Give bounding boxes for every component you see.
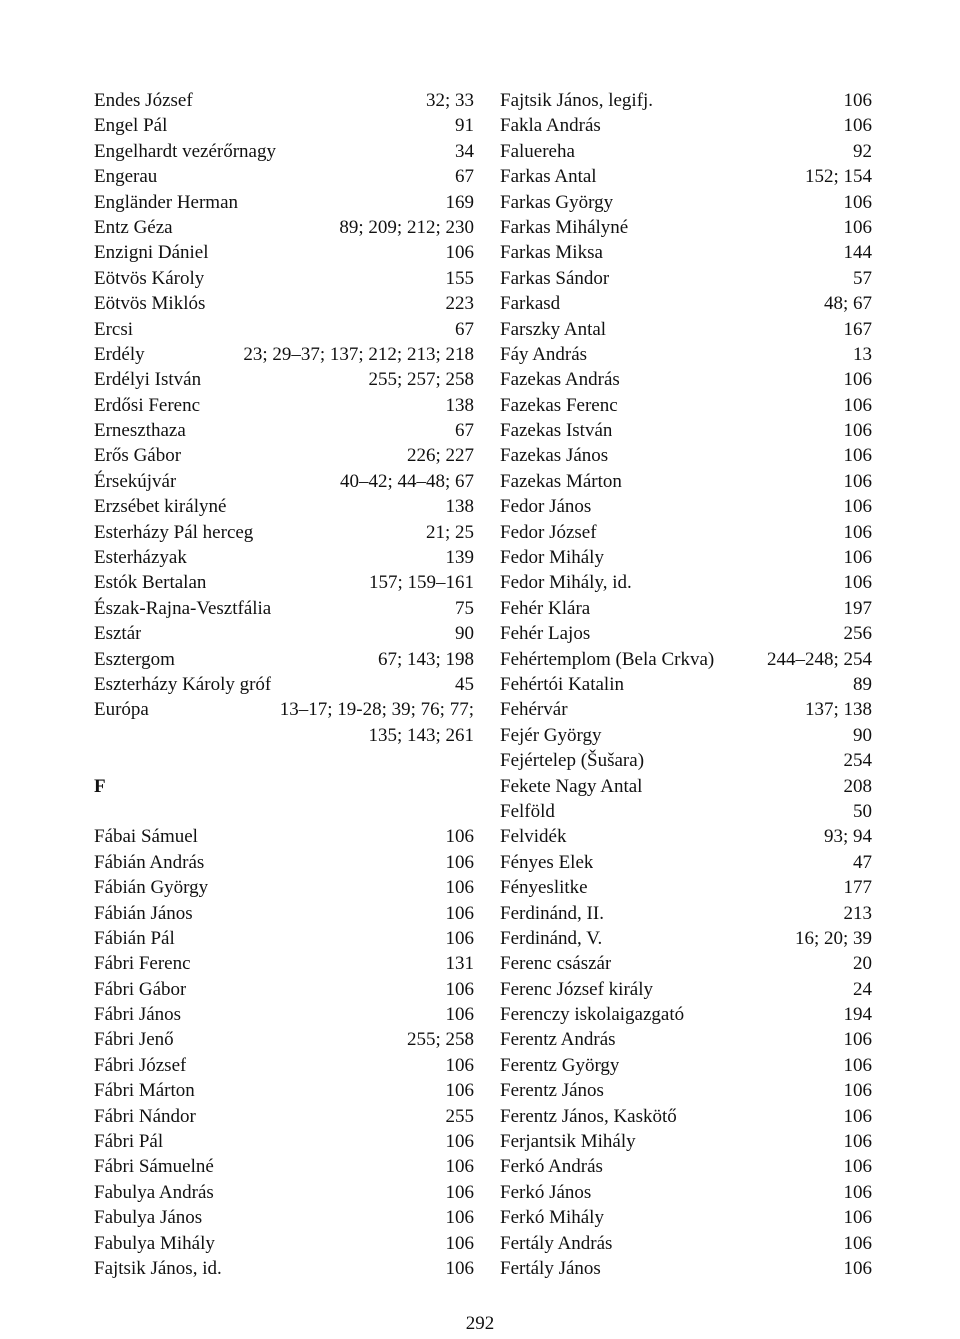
index-entry bbox=[94, 1104, 474, 1129]
entry-name: Ferdinánd, V. bbox=[500, 927, 603, 949]
index-entry bbox=[500, 291, 872, 316]
entry-name: Ferenc császár bbox=[500, 953, 612, 975]
index-entry bbox=[94, 139, 474, 164]
entry-pages: 106 bbox=[445, 826, 474, 848]
entry-name: Fábri Márton bbox=[94, 1080, 195, 1102]
entry-pages: 34 bbox=[455, 140, 474, 162]
entry-pages: 106 bbox=[843, 216, 872, 238]
entry-name: Ferentz György bbox=[500, 1054, 620, 1076]
entry-name: Észak-Rajna-Vesztfália bbox=[94, 597, 272, 619]
entry-name: Ferdinánd, II. bbox=[500, 902, 604, 924]
entry-pages: 177 bbox=[843, 877, 872, 899]
entry-pages: 106 bbox=[445, 851, 474, 873]
index-entry bbox=[500, 393, 872, 418]
entry-pages: 208 bbox=[843, 775, 872, 797]
entry-pages: 106 bbox=[445, 242, 474, 264]
entry-pages: 40–42; 44–48; 67 bbox=[339, 470, 474, 492]
entry-name: Farkasd bbox=[500, 293, 561, 315]
index-entry bbox=[500, 1231, 872, 1256]
entry-pages: 21; 25 bbox=[425, 521, 474, 543]
index-entry bbox=[94, 926, 474, 951]
entry-pages: 50 bbox=[853, 800, 872, 822]
entry-name: Fedor Mihály, id. bbox=[500, 572, 632, 594]
entry-name: Fábri Nándor bbox=[94, 1105, 196, 1127]
entry-name: Fajtsik János, legifj. bbox=[500, 90, 654, 111]
entry-pages: 106 bbox=[445, 1080, 474, 1102]
entry-pages: 106 bbox=[445, 877, 474, 899]
index-entry bbox=[500, 672, 872, 697]
entry-name: Ferentz András bbox=[500, 1029, 616, 1051]
index-entries-e bbox=[94, 88, 474, 748]
entry-pages: 106 bbox=[843, 1232, 872, 1254]
entry-name: Fedor János bbox=[500, 496, 592, 518]
index-column-right bbox=[500, 88, 872, 1281]
index-entry bbox=[500, 977, 872, 1002]
entry-name: Endes József bbox=[94, 90, 193, 111]
index-entry bbox=[500, 266, 872, 291]
entry-name: Fábri Ferenc bbox=[94, 953, 191, 975]
entry-pages: 106 bbox=[843, 369, 872, 391]
entry-pages: 106 bbox=[843, 572, 872, 594]
index-entry bbox=[94, 672, 474, 697]
entry-pages: 90 bbox=[455, 623, 474, 645]
entry-name: Ferenczy iskolaigazgató bbox=[500, 1004, 685, 1026]
index-entry bbox=[500, 748, 872, 773]
entry-pages: 226; 227 bbox=[406, 445, 474, 467]
entry-pages: 13–17; 19-28; 39; 76; 77; bbox=[279, 699, 474, 721]
index-entry bbox=[94, 697, 474, 722]
index-entry bbox=[94, 317, 474, 342]
entry-pages: 106 bbox=[843, 1156, 872, 1178]
entry-pages: 106 bbox=[445, 1207, 474, 1229]
index-entry bbox=[500, 1129, 872, 1154]
entry-pages: 155 bbox=[445, 267, 474, 289]
page-number: 292 bbox=[465, 1313, 495, 1334]
entry-name: Fábri Pál bbox=[94, 1131, 164, 1153]
entry-pages: 91 bbox=[455, 115, 474, 137]
entry-name: Farkas Miksa bbox=[500, 242, 603, 264]
index-entry bbox=[94, 545, 474, 570]
index-entry bbox=[94, 621, 474, 646]
entry-name: Ferkó András bbox=[500, 1156, 603, 1178]
index-entry bbox=[94, 393, 474, 418]
index-entry bbox=[94, 1002, 474, 1027]
index-column-left bbox=[94, 88, 474, 1281]
index-entry bbox=[500, 418, 872, 443]
index-entry bbox=[94, 901, 474, 926]
entry-pages: 194 bbox=[843, 1004, 872, 1026]
entry-name: Engel Pál bbox=[94, 115, 168, 137]
entry-name: Fabulya András bbox=[94, 1181, 214, 1203]
index-entry bbox=[94, 1231, 474, 1256]
entry-name: Fehérvár bbox=[500, 699, 568, 721]
entry-pages: 89; 209; 212; 230 bbox=[339, 216, 474, 238]
index-entry bbox=[500, 88, 872, 113]
entry-pages: 106 bbox=[445, 1232, 474, 1254]
entry-name: Fábián György bbox=[94, 877, 209, 899]
entry-name: Fábián András bbox=[94, 851, 205, 873]
entry-pages: 106 bbox=[843, 521, 872, 543]
entry-pages: 213 bbox=[843, 902, 872, 924]
entry-pages: 138 bbox=[445, 394, 474, 416]
index-entry bbox=[500, 951, 872, 976]
entry-pages: 89 bbox=[853, 673, 872, 695]
entry-pages: 106 bbox=[843, 1054, 872, 1076]
entry-name: Fazekas András bbox=[500, 369, 620, 391]
entry-name: Enzigni Dániel bbox=[94, 242, 209, 264]
index-entry bbox=[500, 190, 872, 215]
index-entry bbox=[94, 443, 474, 468]
section-letter-f: F bbox=[94, 775, 106, 797]
index-entry bbox=[94, 1078, 474, 1103]
index-entry bbox=[94, 1205, 474, 1230]
index-entry bbox=[500, 443, 872, 468]
index-entry bbox=[94, 596, 474, 621]
entry-pages: 135; 143; 261 bbox=[368, 724, 474, 746]
entry-pages: 106 bbox=[843, 1181, 872, 1203]
entry-pages: 255; 258 bbox=[406, 1029, 474, 1051]
index-entry bbox=[94, 1256, 474, 1281]
entry-name: Fejér György bbox=[500, 724, 602, 746]
index-entry bbox=[500, 1002, 872, 1027]
entry-name: Engelhardt vezérőrnagy bbox=[94, 140, 276, 162]
index-entry bbox=[94, 1027, 474, 1052]
entry-pages: 48; 67 bbox=[823, 293, 872, 315]
index-entry bbox=[500, 697, 872, 722]
entry-name: Fabulya Mihály bbox=[94, 1232, 215, 1254]
index-entries-f-continued bbox=[500, 88, 872, 1281]
entry-name: Fehér Klára bbox=[500, 597, 591, 619]
entry-pages: 137; 138 bbox=[804, 699, 872, 721]
index-entry bbox=[500, 240, 872, 265]
entry-name: Eszterházy Károly gróf bbox=[94, 673, 272, 695]
entry-pages: 138 bbox=[445, 496, 474, 518]
entry-name: Fehértói Katalin bbox=[500, 673, 624, 695]
entry-name: Ferkó Mihály bbox=[500, 1207, 604, 1229]
index-entry bbox=[94, 824, 474, 849]
entry-pages: 16; 20; 39 bbox=[794, 927, 872, 949]
entry-name: Fabulya János bbox=[94, 1207, 203, 1229]
entry-pages: 106 bbox=[445, 1181, 474, 1203]
entry-pages: 47 bbox=[853, 851, 872, 873]
index-entry bbox=[94, 1129, 474, 1154]
index-entry bbox=[94, 520, 474, 545]
entry-name: Fáy András bbox=[500, 343, 588, 365]
entry-pages: 106 bbox=[445, 1257, 474, 1279]
entry-name: Erdélyi István bbox=[94, 369, 202, 391]
entry-name: Fábri Sámuelné bbox=[94, 1156, 214, 1178]
entry-pages: 106 bbox=[843, 90, 872, 111]
entry-name: Felvidék bbox=[500, 826, 567, 848]
index-entry bbox=[94, 215, 474, 240]
index-entry bbox=[500, 1053, 872, 1078]
entry-pages: 106 bbox=[843, 191, 872, 213]
entry-name: Esztár bbox=[94, 623, 142, 645]
entry-pages: 93; 94 bbox=[823, 826, 872, 848]
entry-name: Fekete Nagy Antal bbox=[500, 775, 643, 797]
entry-name: Fazekas István bbox=[500, 420, 613, 442]
entry-pages: 254 bbox=[843, 750, 872, 772]
entry-name: Engerau bbox=[94, 166, 158, 188]
index-entry bbox=[500, 799, 872, 824]
entry-name: Esterházyak bbox=[94, 547, 187, 569]
entry-name: Fábri Jenő bbox=[94, 1029, 174, 1051]
entry-name: Faluereha bbox=[500, 140, 575, 162]
entry-name: Entz Géza bbox=[94, 216, 173, 238]
entry-pages: 20 bbox=[853, 953, 872, 975]
spacer bbox=[94, 748, 474, 773]
entry-name: Eötvös Miklós bbox=[94, 293, 206, 315]
entry-name: Erdősi Ferenc bbox=[94, 394, 201, 416]
entry-pages: 106 bbox=[445, 1004, 474, 1026]
entry-name: Ferkó János bbox=[500, 1181, 592, 1203]
index-entry bbox=[500, 469, 872, 494]
index-entry bbox=[500, 520, 872, 545]
entry-pages: 67 bbox=[455, 166, 474, 188]
index-entry bbox=[94, 418, 474, 443]
entry-name: Fábián János bbox=[94, 902, 193, 924]
index-entry bbox=[94, 88, 474, 113]
entry-name: Fábai Sámuel bbox=[94, 826, 198, 848]
entry-pages: 45 bbox=[455, 673, 474, 695]
entry-pages: 75 bbox=[455, 597, 474, 619]
index-entry bbox=[94, 367, 474, 392]
index-entry bbox=[500, 850, 872, 875]
entry-pages: 106 bbox=[445, 1131, 474, 1153]
index-entry bbox=[94, 469, 474, 494]
index-entries-f bbox=[94, 824, 474, 1281]
entry-pages: 90 bbox=[853, 724, 872, 746]
entry-name: Fazekas Ferenc bbox=[500, 394, 618, 416]
entry-pages: 106 bbox=[843, 1257, 872, 1279]
entry-name: Fényeslitke bbox=[500, 877, 588, 899]
entry-pages: 106 bbox=[843, 470, 872, 492]
index-entry bbox=[94, 1180, 474, 1205]
entry-pages: 67 bbox=[455, 420, 474, 442]
entry-pages: 139 bbox=[445, 547, 474, 569]
entry-name: Fejértelep (Šušara) bbox=[500, 750, 645, 772]
entry-pages: 106 bbox=[843, 1131, 872, 1153]
index-entry bbox=[94, 291, 474, 316]
entry-pages: 157; 159–161 bbox=[368, 572, 474, 594]
entry-name: Érsekújvár bbox=[94, 470, 177, 492]
index-entry bbox=[500, 1027, 872, 1052]
index-entry bbox=[500, 774, 872, 799]
index-entry bbox=[500, 596, 872, 621]
entry-pages: 106 bbox=[843, 445, 872, 467]
entry-name: Eötvös Károly bbox=[94, 267, 205, 289]
entry-pages: 152; 154 bbox=[804, 166, 872, 188]
index-entry bbox=[94, 723, 474, 748]
entry-name: Fehér Lajos bbox=[500, 623, 591, 645]
entry-pages: 169 bbox=[445, 191, 474, 213]
entry-name: Farkas Sándor bbox=[500, 267, 610, 289]
index-entry bbox=[94, 570, 474, 595]
index-entry bbox=[500, 1180, 872, 1205]
entry-pages: 92 bbox=[853, 140, 872, 162]
entry-pages: 13 bbox=[853, 343, 872, 365]
entry-name: Ferentz János bbox=[500, 1080, 604, 1102]
entry-name: Erős Gábor bbox=[94, 445, 182, 467]
entry-pages: 106 bbox=[843, 394, 872, 416]
index-entry bbox=[94, 647, 474, 672]
entry-pages: 23; 29–37; 137; 212; 213; 218 bbox=[243, 343, 474, 365]
entry-name: Fazekas János bbox=[500, 445, 609, 467]
entry-pages: 106 bbox=[445, 927, 474, 949]
index-entry bbox=[94, 1154, 474, 1179]
index-entry bbox=[500, 139, 872, 164]
entry-name: Fertály András bbox=[500, 1232, 613, 1254]
index-entry bbox=[500, 875, 872, 900]
index-entry bbox=[94, 190, 474, 215]
entry-name: Fehértemplom (Bela Crkva) bbox=[500, 648, 715, 670]
index-entry bbox=[94, 977, 474, 1002]
entry-name: Ferentz János, Kaskötő bbox=[500, 1105, 677, 1127]
entry-name: Erzsébet királyné bbox=[94, 496, 227, 518]
entry-name: Fedor Mihály bbox=[500, 547, 604, 569]
index-entry bbox=[500, 621, 872, 646]
index-entry bbox=[500, 113, 872, 138]
entry-name: Estók Bertalan bbox=[94, 572, 207, 594]
index-entry bbox=[500, 164, 872, 189]
index-entry bbox=[500, 647, 872, 672]
entry-name: Farkas Antal bbox=[500, 166, 597, 188]
index-entry bbox=[94, 266, 474, 291]
index-entry bbox=[94, 1053, 474, 1078]
entry-name: Felföld bbox=[500, 800, 555, 822]
entry-pages: 106 bbox=[445, 978, 474, 1000]
entry-name: Fábián Pál bbox=[94, 927, 175, 949]
entry-pages: 167 bbox=[843, 318, 872, 340]
entry-name: Farszky Antal bbox=[500, 318, 607, 340]
entry-pages: 106 bbox=[445, 1054, 474, 1076]
index-entry bbox=[500, 494, 872, 519]
entry-pages: 106 bbox=[843, 420, 872, 442]
index-entry bbox=[500, 367, 872, 392]
entry-name: Engländer Herman bbox=[94, 191, 239, 213]
index-entry bbox=[500, 215, 872, 240]
index-entry bbox=[500, 1154, 872, 1179]
index-entry bbox=[500, 1205, 872, 1230]
entry-pages: 144 bbox=[843, 242, 872, 264]
index-entry bbox=[94, 494, 474, 519]
index-entry bbox=[94, 951, 474, 976]
entry-pages: 67; 143; 198 bbox=[377, 648, 474, 670]
index-entry bbox=[500, 1256, 872, 1281]
entry-pages: 106 bbox=[445, 1156, 474, 1178]
entry-pages: 106 bbox=[843, 1105, 872, 1127]
entry-name: Esterházy Pál herceg bbox=[94, 521, 254, 543]
entry-pages: 244–248; 254 bbox=[766, 648, 872, 670]
index-entry bbox=[500, 1078, 872, 1103]
entry-name: Ferjantsik Mihály bbox=[500, 1131, 636, 1153]
entry-pages: 255 bbox=[445, 1105, 474, 1127]
entry-name: Fakla András bbox=[500, 115, 601, 137]
entry-pages: 106 bbox=[843, 115, 872, 137]
entry-pages: 57 bbox=[853, 267, 872, 289]
spacer bbox=[94, 799, 474, 824]
index-entry bbox=[500, 342, 872, 367]
entry-name: Farkas György bbox=[500, 191, 614, 213]
entry-pages: 67 bbox=[455, 318, 474, 340]
entry-name: Fajtsik János, id. bbox=[94, 1257, 222, 1279]
entry-name: Erdély bbox=[94, 343, 145, 365]
entry-pages: 256 bbox=[843, 623, 872, 645]
index-entry bbox=[500, 723, 872, 748]
index-entry bbox=[500, 570, 872, 595]
index-entry bbox=[94, 342, 474, 367]
entry-name: Fábri János bbox=[94, 1004, 182, 1026]
entry-pages: 223 bbox=[445, 293, 474, 315]
index-entry bbox=[94, 850, 474, 875]
index-entry bbox=[500, 545, 872, 570]
entry-pages: 106 bbox=[843, 1080, 872, 1102]
entry-name: Fábri József bbox=[94, 1054, 187, 1076]
entry-name: Fényes Elek bbox=[500, 851, 594, 873]
index-entry bbox=[94, 240, 474, 265]
entry-pages: 106 bbox=[843, 547, 872, 569]
entry-pages: 106 bbox=[843, 1029, 872, 1051]
index-entry bbox=[500, 1104, 872, 1129]
entry-name: Esztergom bbox=[94, 648, 175, 670]
entry-pages: 106 bbox=[843, 1207, 872, 1229]
entry-pages: 24 bbox=[853, 978, 872, 1000]
index-entry bbox=[500, 901, 872, 926]
entry-name: Ercsi bbox=[94, 318, 134, 340]
entry-name: Ferenc József király bbox=[500, 978, 653, 1000]
index-entry bbox=[500, 926, 872, 951]
index-entry bbox=[94, 875, 474, 900]
index-entry bbox=[500, 824, 872, 849]
entry-pages: 255; 257; 258 bbox=[368, 369, 474, 391]
entry-pages: 32; 33 bbox=[425, 90, 474, 111]
index-entry bbox=[500, 317, 872, 342]
entry-pages: 197 bbox=[843, 597, 872, 619]
entry-pages: 131 bbox=[445, 953, 474, 975]
entry-name: Farkas Mihályné bbox=[500, 216, 629, 238]
entry-pages: 106 bbox=[843, 496, 872, 518]
entry-name: Fazekas Márton bbox=[500, 470, 622, 492]
index-entry bbox=[94, 164, 474, 189]
entry-name: Fedor József bbox=[500, 521, 597, 543]
entry-name: Fertály János bbox=[500, 1257, 601, 1279]
entry-name: Európa bbox=[94, 699, 149, 721]
entry-name: Erneszthaza bbox=[94, 420, 186, 442]
entry-pages: 106 bbox=[445, 902, 474, 924]
index-entry bbox=[94, 113, 474, 138]
entry-name: Fábri Gábor bbox=[94, 978, 187, 1000]
